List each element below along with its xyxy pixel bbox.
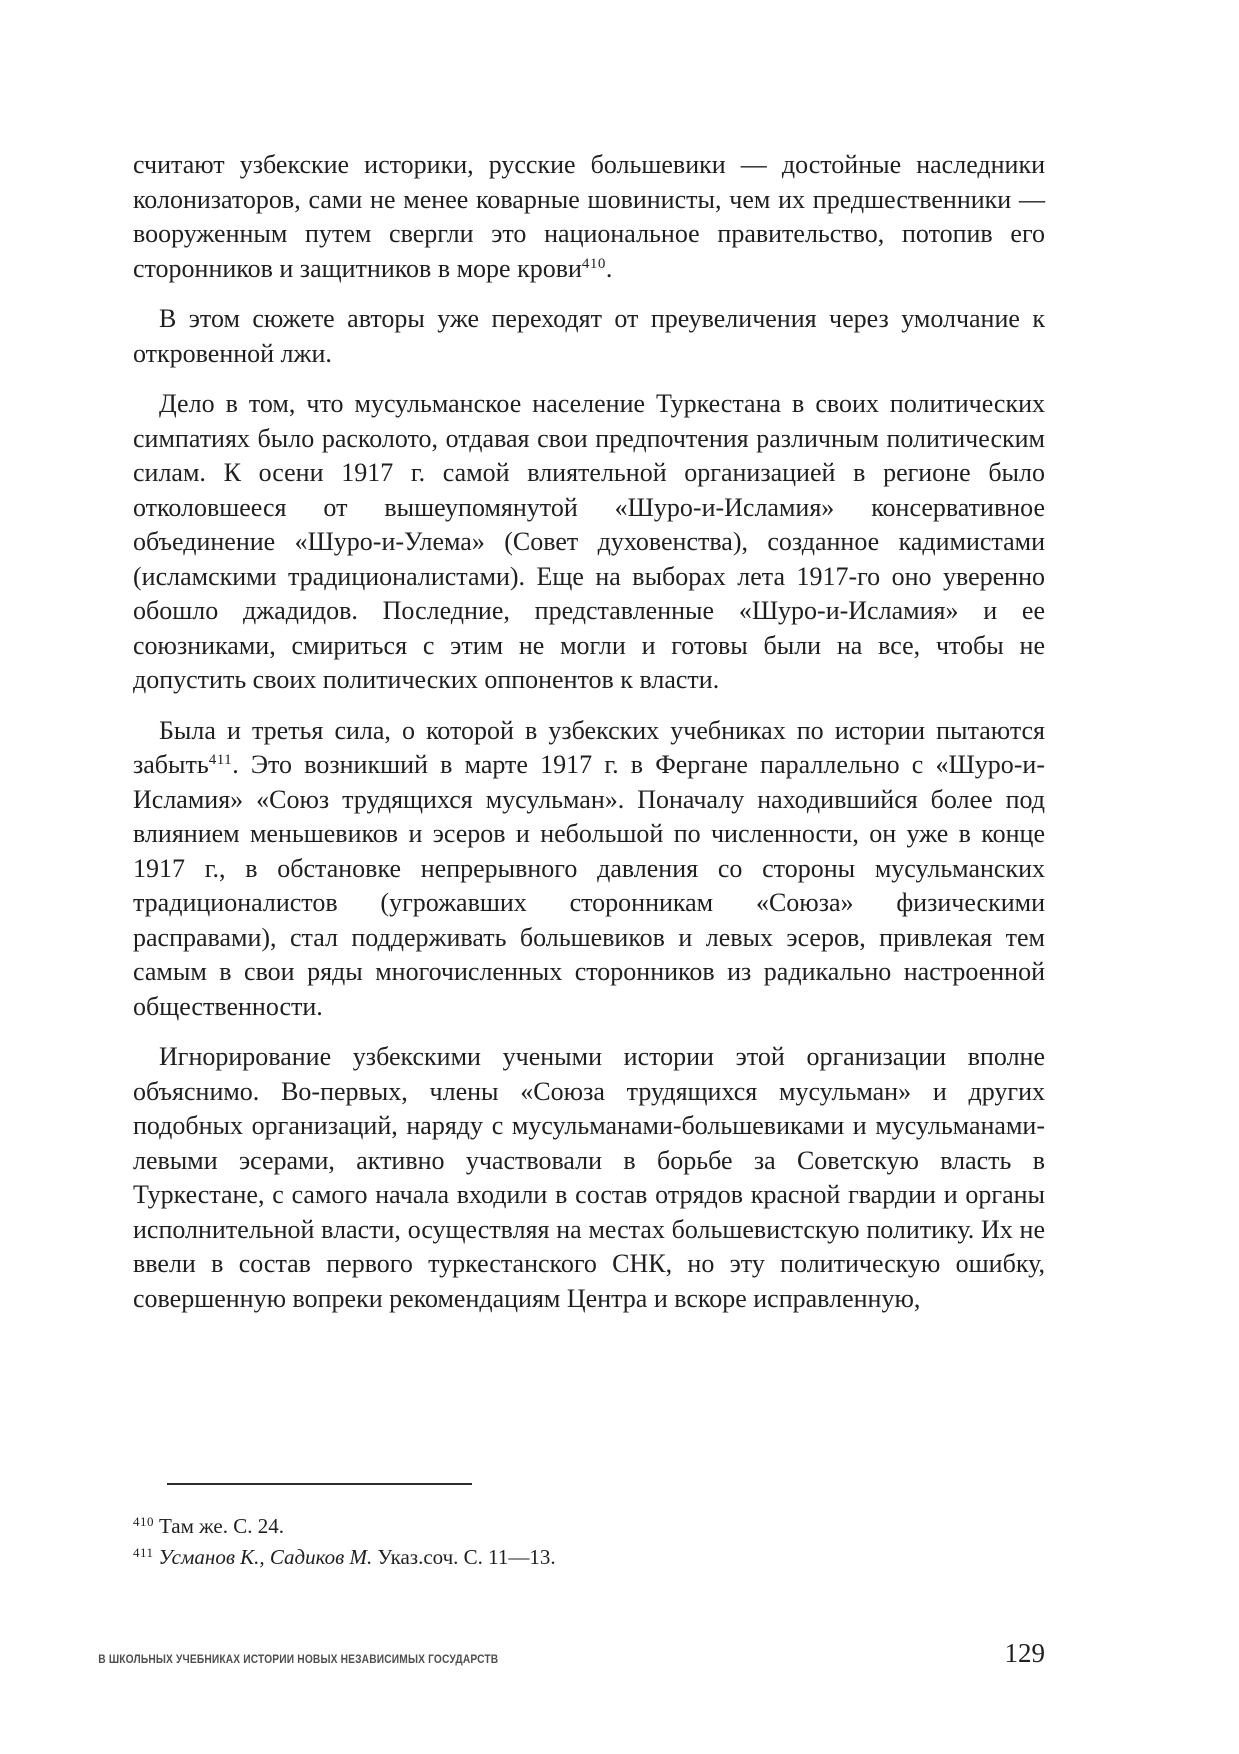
paragraph-text: считают узбекские историки, русские большевики — достойные наследники колонизаторов, сами не менее коварные шовинисты, чем их предшественники — вооруженным путем свергли это национальное правительство, потопив его сторонников и защитников в море крови: [133, 150, 1045, 283]
footnote-text: Там же. С. 24.: [159, 1514, 284, 1538]
paragraph-text: В этом сюжете авторы уже переходят от преувеличения через умолчание к откровенной лжи.: [133, 304, 1045, 368]
footnotes-section: [133, 1455, 1045, 1573]
footnote-number: 411: [133, 1545, 154, 1560]
paragraph: [133, 387, 1045, 698]
running-title: В ШКОЛЬНЫХ УЧЕБНИКАХ ИСТОРИИ НОВЫХ НЕЗАВИСИМЫХ ГОСУДАРСТВ: [98, 1652, 499, 1666]
text-block: [133, 148, 1045, 1332]
paragraph-text-after-ref: .: [605, 253, 613, 283]
page-number: 129: [1004, 1638, 1045, 1668]
footnote-separator: [167, 1483, 472, 1485]
footnote-text: Указ.соч. С. 11—13.: [372, 1545, 556, 1569]
footnote-authors: Усманов К., Садиков М.: [158, 1545, 373, 1569]
paragraph: [133, 148, 1045, 286]
paragraph-text: Игнорирование узбекскими учеными истории этой организации вполне объяснимо. Во-первых, члены «Союза трудящихся мусульман» и других подобных организаций, наряду с мусульманами-большевиками и мусульманами-левыми эсерами, активно участвовали в борьбе за Советскую власть в Туркестане, с самого начала входили в состав отрядов красной гвардии и органы исполнительной власти, осуществляя на местах большевистскую политику. Их не ввели в состав первого туркестанского СНК, но эту политическую ошибку, совершенную вопреки рекомендациям Центра и вскоре исправленную,: [133, 1042, 1045, 1313]
paragraph: [133, 714, 1045, 1025]
paragraph-text: Была и третья сила, о которой в узбекских учебниках по истории пытаются забыть: [133, 715, 1045, 779]
paragraph: [133, 1040, 1045, 1316]
paragraph-text-after-ref: . Это возникший в марте 1917 г. в Фергане параллельно с «Шуро-и-Исламия» «Союз трудящихся мусульман». Поначалу находившийся более под влиянием меньшевиков и эсеров и небольшой по численности, он уже в конце 1917 г., в обстановке непрерывного давления со стороны мусульманских традиционалистов (угрожавших сторонникам «Союза» физическими расправами), стал поддерживать большевиков и левых эсеров, привлекая тем самым в свои ряды многочисленных сторонников из радикально настроенной общественности.: [133, 750, 1045, 1021]
footnote-number: 410: [133, 1514, 154, 1529]
paragraph: [133, 302, 1045, 371]
footnote-reference: 411: [208, 752, 233, 768]
footnote: [133, 1542, 1045, 1573]
footnote-reference: 410: [581, 255, 606, 272]
paragraph-text: Дело в том, что мусульманское население Туркестана в своих политических симпатиях было расколото, отдавая свои предпочтения различным политическим силам. К осени 1917 г. самой влиятельной организацией в регионе было отколовшееся от вышеупомянутой «Шуро-и-Исламия» консервативное объединение «Шуро-и-Улема» (Совет духовенства), созданное кадимистами (исламскими традиционалистами). Еще на выборах лета 1917-го оно уверенно обошло джадидов. Последние, представленные «Шуро-и-Исламия» и ее союзниками, смириться с этим не могли и готовы были на все, чтобы не допустить своих политических оппонентов к власти.: [133, 389, 1045, 694]
footnote: [133, 1511, 1045, 1542]
page-footer: [63, 1638, 1045, 1669]
